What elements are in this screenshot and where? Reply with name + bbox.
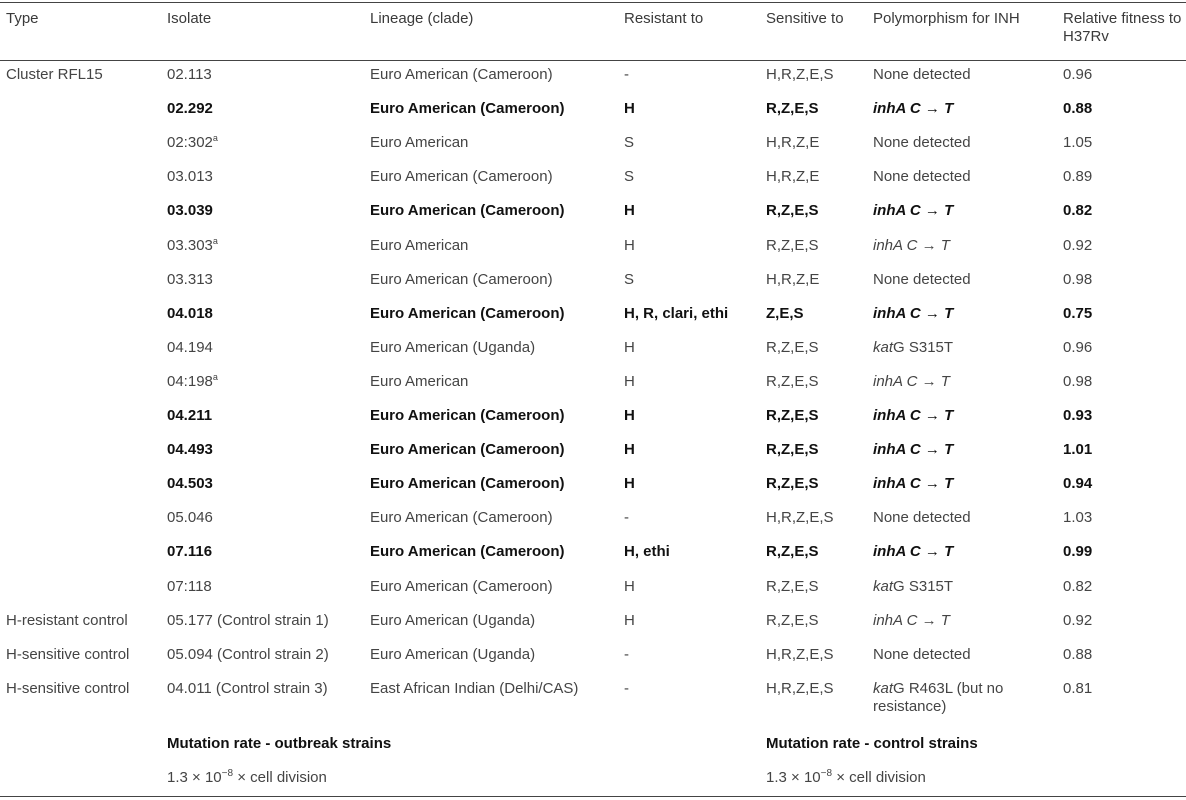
cell-type: Cluster RFL15 (6, 66, 103, 83)
cell-polymorphism (873, 92, 1048, 126)
cell-fitness: 0.93 (1063, 407, 1093, 424)
cell-polymorphism (873, 297, 1048, 331)
polymorphism-gene: inhA C → T (873, 236, 950, 254)
table-row (0, 229, 1186, 263)
polymorphism-gene: kat (873, 679, 894, 697)
cell-resistant: H (624, 407, 635, 424)
mutation-rate-control-suffix: × cell division (832, 769, 926, 786)
cell-isolate (167, 604, 329, 638)
polymorphism-detail: None detected (873, 645, 971, 663)
cell-sensitive: R,Z,E,S (766, 611, 819, 629)
polymorphism-detail: G R463L (but no resistance) (873, 679, 1004, 715)
polymorphism-gene: inhA C → T (873, 611, 950, 629)
header-fitness: Relative fitness to H37Rv (1063, 10, 1182, 45)
cell-isolate (167, 570, 212, 604)
polymorphism-detail: G S315T (893, 338, 954, 356)
polymorphism-gene: inhA C → T (873, 202, 954, 220)
cell-isolate (167, 501, 213, 535)
isolate-id: 05.046 (167, 509, 213, 527)
table-row (0, 570, 1186, 604)
table-row (0, 263, 1186, 297)
table-row (0, 92, 1186, 126)
isolate-id: 05.177 (Control strain 1) (167, 611, 329, 629)
table-row (0, 672, 1186, 715)
cell-resistant: - (624, 645, 629, 663)
table-row (0, 501, 1186, 535)
polymorphism-gene: inhA C → T (873, 304, 954, 322)
cell-sensitive: R,Z,E,S (766, 407, 819, 424)
mutation-rate-outbreak-suffix: × cell division (233, 769, 327, 786)
isolate-id: 04.194 (167, 338, 213, 356)
cell-resistant: H (624, 475, 635, 493)
table-row (0, 399, 1186, 433)
cell-fitness: 1.03 (1063, 509, 1093, 527)
cell-polymorphism (873, 263, 1048, 297)
cell-sensitive: R,Z,E,S (766, 338, 819, 356)
polymorphism-detail: G S315T (893, 577, 954, 595)
mutation-rate-outbreak-label: Mutation rate - outbreak strains (167, 735, 392, 752)
header-sensitive: Sensitive to (766, 10, 844, 27)
isolate-id: 05.094 (Control strain 2) (167, 645, 329, 663)
cell-isolate (167, 399, 212, 433)
table-header (0, 10, 1186, 60)
table-row (0, 365, 1186, 399)
polymorphism-detail: None detected (873, 270, 971, 288)
isolate-id: 04.493 (167, 441, 213, 459)
cell-lineage: Euro American (Cameroon) (370, 407, 565, 424)
footnote-marker: a (212, 371, 218, 382)
table-row (0, 297, 1186, 331)
cell-fitness: 0.89 (1063, 168, 1093, 186)
cell-fitness: 0.96 (1063, 338, 1093, 356)
table-row (0, 535, 1186, 569)
cell-resistant: H, ethi (624, 543, 670, 561)
cell-polymorphism (873, 501, 1048, 535)
isolate-id: 02.113 (167, 66, 212, 83)
table-row (0, 604, 1186, 638)
cell-lineage: Euro American (Cameroon) (370, 304, 565, 322)
cell-lineage: Euro American (Cameroon) (370, 270, 553, 288)
cell-resistant: H (624, 236, 635, 254)
mutation-rate-control-exponent: −8 (820, 768, 833, 779)
cell-resistant: H, R, clari, ethi (624, 304, 729, 322)
table-row (0, 194, 1186, 228)
cell-isolate (167, 263, 213, 297)
cell-fitness: 0.94 (1063, 475, 1093, 493)
cell-polymorphism (873, 126, 1048, 160)
cell-lineage: Euro American (Cameroon) (370, 202, 565, 220)
cell-isolate (167, 297, 213, 331)
polymorphism-gene: inhA C → T (873, 475, 954, 493)
cell-isolate (167, 433, 213, 467)
mutation-rate-control-mantissa: 1.3 × 10 (766, 769, 821, 786)
cell-resistant: H (624, 577, 635, 595)
cell-resistant: - (624, 679, 629, 697)
polymorphism-detail: None detected (873, 134, 971, 152)
polymorphism-gene: inhA C → T (873, 543, 954, 561)
isolate-id: 04.011 (Control strain 3) (167, 679, 328, 697)
cell-resistant: H (624, 441, 635, 459)
isolate-id: 03.013 (167, 168, 213, 186)
isolate-id: 02.292 (167, 100, 213, 118)
table-row (0, 433, 1186, 467)
cell-sensitive: H,R,Z,E,S (766, 679, 834, 697)
cell-sensitive: R,Z,E,S (766, 372, 819, 390)
cell-isolate (167, 638, 329, 672)
cell-polymorphism (873, 570, 1048, 604)
polymorphism-detail: None detected (873, 509, 971, 527)
cell-lineage: Euro American (Cameroon) (370, 577, 553, 595)
cell-fitness: 0.92 (1063, 236, 1093, 254)
cell-fitness: 0.88 (1063, 100, 1093, 118)
mutation-rate-control-label: Mutation rate - control strains (766, 735, 978, 752)
polymorphism-gene: inhA C → T (873, 441, 954, 459)
table-row (0, 160, 1186, 194)
mutation-rate-outbreak-exponent: −8 (221, 768, 234, 779)
header-polymorphism: Polymorphism for INH (873, 10, 1020, 27)
isolate-id: 04.503 (167, 475, 213, 493)
polymorphism-gene: inhA C → T (873, 100, 954, 118)
polymorphism-gene: kat (873, 338, 894, 356)
cell-sensitive: R,Z,E,S (766, 441, 819, 459)
cell-lineage: Euro American (Uganda) (370, 645, 536, 663)
cell-fitness: 0.92 (1063, 611, 1093, 629)
cell-lineage: Euro American (Uganda) (370, 611, 536, 629)
isolate-id: 02:302 (167, 134, 213, 152)
polymorphism-detail: None detected (873, 66, 971, 83)
header-lineage: Lineage (clade) (370, 10, 474, 27)
cell-polymorphism (873, 467, 1048, 501)
cell-lineage: Euro American (Cameroon) (370, 509, 553, 527)
cell-sensitive: R,Z,E,S (766, 236, 819, 254)
cell-polymorphism (873, 433, 1048, 467)
cell-polymorphism (873, 58, 1048, 92)
table-bottom-rule (0, 796, 1186, 797)
cell-fitness: 0.88 (1063, 645, 1093, 663)
isolate-id: 04.018 (167, 304, 213, 322)
footnote-marker: a (212, 235, 218, 246)
table-row (0, 126, 1186, 160)
cell-fitness: 1.01 (1063, 441, 1093, 459)
cell-type: H-sensitive control (6, 645, 130, 663)
isolate-id: 03.039 (167, 202, 213, 220)
polymorphism-gene: kat (873, 577, 894, 595)
cell-isolate (167, 467, 213, 501)
isolate-id: 03.303 (167, 236, 213, 254)
cell-sensitive: H,R,Z,E (766, 134, 820, 152)
cell-sensitive: H,R,Z,E,S (766, 66, 834, 83)
cell-isolate (167, 535, 212, 569)
cell-lineage: Euro American (Cameroon) (370, 66, 553, 83)
cell-fitness: 0.96 (1063, 66, 1093, 83)
cell-lineage: Euro American (Uganda) (370, 338, 536, 356)
cell-lineage: Euro American (Cameroon) (370, 543, 565, 561)
cell-resistant: S (624, 134, 635, 152)
cell-isolate (167, 672, 328, 706)
cell-fitness: 0.98 (1063, 270, 1093, 288)
cell-isolate (167, 365, 218, 399)
cell-polymorphism (873, 638, 1048, 672)
cell-lineage: Euro American (Cameroon) (370, 441, 565, 459)
header-isolate: Isolate (167, 10, 212, 27)
header-resistant: Resistant to (624, 10, 704, 27)
cell-polymorphism (873, 604, 1048, 638)
table-row (0, 638, 1186, 672)
cell-polymorphism (873, 229, 1048, 263)
cell-lineage: Euro American (Cameroon) (370, 168, 553, 186)
cell-resistant: H (624, 100, 635, 118)
cell-sensitive: R,Z,E,S (766, 475, 819, 493)
cell-fitness: 0.82 (1063, 577, 1093, 595)
isolate-id: 03.313 (167, 270, 213, 288)
cell-resistant: S (624, 270, 635, 288)
cell-lineage: Euro American (370, 236, 469, 254)
cell-polymorphism (873, 680, 1048, 716)
cell-sensitive: R,Z,E,S (766, 577, 819, 595)
isolate-id: 07:118 (167, 577, 212, 595)
cell-polymorphism (873, 399, 1048, 433)
cell-isolate (167, 229, 218, 263)
cell-fitness: 0.99 (1063, 543, 1093, 561)
cell-sensitive: Z,E,S (766, 304, 804, 322)
cell-resistant: - (624, 66, 629, 83)
polymorphism-gene: inhA C → T (873, 372, 950, 390)
polymorphism-detail: None detected (873, 168, 971, 186)
isolate-id: 07.116 (167, 543, 213, 561)
cell-resistant: H (624, 372, 635, 390)
cell-polymorphism (873, 331, 1048, 365)
cell-resistant: H (624, 611, 635, 629)
cell-fitness: 0.82 (1063, 202, 1093, 220)
cell-sensitive: H,R,Z,E,S (766, 509, 834, 527)
table-row (0, 58, 1186, 92)
cell-sensitive: H,R,Z,E (766, 168, 820, 186)
cell-resistant: - (624, 509, 629, 527)
cell-sensitive: R,Z,E,S (766, 100, 819, 118)
cell-fitness: 0.98 (1063, 372, 1093, 390)
isolate-id: 04:198 (167, 372, 213, 390)
cell-sensitive: H,R,Z,E (766, 270, 820, 288)
cell-isolate (167, 194, 213, 228)
cell-resistant: H (624, 202, 635, 220)
cell-lineage: Euro American (370, 134, 469, 152)
cell-isolate (167, 331, 213, 365)
cell-fitness: 0.75 (1063, 304, 1093, 322)
cell-lineage: Euro American (Cameroon) (370, 475, 565, 493)
cell-resistant: S (624, 168, 635, 186)
polymorphism-gene: inhA C → T (873, 407, 954, 424)
cell-lineage: Euro American (Cameroon) (370, 100, 565, 118)
table-row (0, 467, 1186, 501)
table-row (0, 331, 1186, 365)
cell-lineage: Euro American (370, 372, 469, 390)
cell-sensitive: H,R,Z,E,S (766, 645, 834, 663)
isolate-id: 04.211 (167, 407, 213, 424)
cell-isolate (167, 92, 213, 126)
mutation-rate-outbreak-mantissa: 1.3 × 10 (167, 769, 222, 786)
cell-isolate (167, 126, 218, 160)
cell-polymorphism (873, 194, 1048, 228)
cell-sensitive: R,Z,E,S (766, 202, 819, 220)
footnote-marker: a (212, 133, 218, 144)
cell-type: H-resistant control (6, 611, 128, 629)
cell-fitness: 0.81 (1063, 679, 1093, 697)
cell-resistant: H (624, 338, 635, 356)
cell-polymorphism (873, 160, 1048, 194)
cell-isolate (167, 160, 213, 194)
cell-polymorphism (873, 535, 1048, 569)
mutation-rate-outbreak-value (167, 768, 327, 786)
cell-isolate (167, 58, 212, 92)
cell-fitness: 1.05 (1063, 134, 1093, 152)
cell-polymorphism (873, 365, 1048, 399)
table-top-rule (0, 2, 1186, 3)
cell-sensitive: R,Z,E,S (766, 543, 819, 561)
cell-type: H-sensitive control (6, 679, 130, 697)
cell-lineage: East African Indian (Delhi/CAS) (370, 679, 579, 697)
header-type: Type (6, 10, 39, 27)
mutation-rate-control-value (766, 768, 926, 786)
